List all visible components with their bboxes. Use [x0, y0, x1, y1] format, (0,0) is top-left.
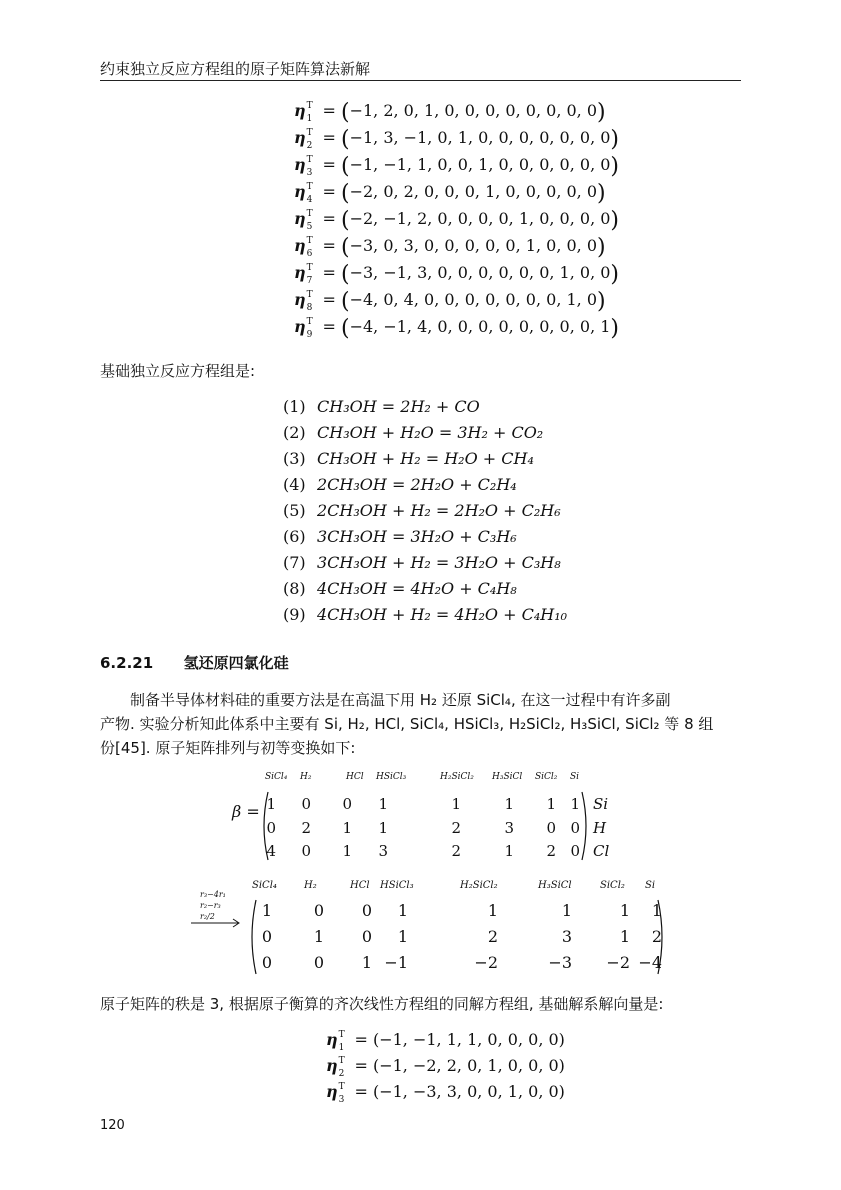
header-rule: [100, 80, 741, 81]
eta-vector: −3, −1, 3, 0, 0, 0, 0, 0, 0, 1, 0, 0: [349, 263, 611, 282]
matrix-column-header: H₂SiCl₂: [460, 880, 498, 891]
transform-arrow-icon: [190, 918, 242, 928]
section-title: 氢还原四氯化硅: [183, 654, 289, 672]
reaction-row: (4) 2CH₃OH = 2H₂O + C₂H₄: [283, 475, 517, 494]
matrix-column-header: HSiCl₃: [376, 772, 407, 782]
section-heading: [100, 652, 289, 673]
reaction-row: (2) CH₃OH + H₂O = 3H₂ + CO₂: [283, 423, 544, 442]
reaction-row: (9) 4CH₃OH + H₂ = 4H₂O + C₄H₁₀: [283, 605, 568, 624]
eta-row: $\eta^T_6 = (-3$, 0, 3, 0, 0, 0, 0, 0, 1, 0, 0, 0): [294, 235, 606, 260]
reaction-row: (5) 2CH₃OH + H₂ = 2H₂O + C₂H₆: [283, 501, 561, 520]
page-number: 120: [100, 1118, 125, 1133]
eta-row: $\eta^T_7 = (-3$, −1, 3, 0, 0, 0, 0, 0, 0, 1, 0, 0): [294, 262, 620, 287]
running-header: 约束独立反应方程组的原子矩阵算法新解: [100, 60, 371, 78]
eta-vector: (−1, −2, 2, 0, 1, 0, 0, 0): [372, 1056, 565, 1075]
eta-vector: −1, −1, 1, 0, 0, 1, 0, 0, 0, 0, 0, 0: [349, 155, 611, 174]
eta-vector: −2, −1, 2, 0, 0, 0, 0, 1, 0, 0, 0, 0: [349, 209, 611, 228]
eta-vector: −3, 0, 3, 0, 0, 0, 0, 0, 1, 0, 0, 0: [349, 236, 598, 255]
eta-row: $\eta^T_1 = (-1$, −1, 1, 1, 0, 0, 0, 0): [326, 1030, 565, 1053]
eta-vector: −1, 2, 0, 1, 0, 0, 0, 0, 0, 0, 0, 0: [349, 101, 598, 120]
matrix-column-header: H₃SiCl: [538, 880, 572, 891]
matrix-column-header: SiCl₂: [535, 772, 558, 782]
matrix-column-header: H₂SiCl₂: [440, 772, 474, 782]
basic-equations-label: 基础独立反应方程组是:: [100, 362, 256, 380]
eta-row: $\eta^T_2 = (-1$, −2, 2, 0, 1, 0, 0, 0): [326, 1056, 565, 1079]
paragraph-line: 产物. 实验分析知此体系中主要有 Si, H₂, HCl, SiCl₄, HSiCl₃, H₂SiCl₂, H₃SiCl, SiCl₂ 等 8 组: [100, 715, 714, 733]
reaction-row: (8) 4CH₃OH = 4H₂O + C₄H₈: [283, 579, 517, 598]
matrix-column-header: H₂: [304, 880, 317, 891]
row-op: r₂−r₃: [200, 901, 221, 910]
matrix-column-header: Si: [570, 772, 580, 782]
reaction-row: (7) 3CH₃OH + H₂ = 3H₂O + C₃H₈: [283, 553, 561, 572]
matrix-column-header: SiCl₂: [600, 880, 625, 891]
matrix-column-header: H₂: [300, 772, 312, 782]
matrix-column-header: SiCl₄: [265, 772, 288, 782]
right-paren: [580, 790, 592, 862]
eta-vector: −1, 3, −1, 0, 1, 0, 0, 0, 0, 0, 0, 0: [349, 128, 611, 147]
paragraph-line: 制备半导体材料硅的重要方法是在高温下用 H₂ 还原 SiCl₄, 在这一过程中有许多副: [130, 691, 671, 709]
reaction-row: (1) CH₃OH = 2H₂ + CO: [283, 397, 480, 416]
eta-vector: −4, −1, 4, 0, 0, 0, 0, 0, 0, 0, 0, 1: [349, 317, 611, 336]
matrix-column-header: HSiCl₃: [380, 880, 414, 891]
matrix-column-header: H₃SiCl: [492, 772, 523, 782]
row-op: r₂/2: [200, 912, 215, 921]
matrix-column-header: Si: [645, 880, 656, 891]
eta-row: $\eta^T_2 = (-1$, 3, −1, 0, 1, 0, 0, 0, 0, 0, 0, 0): [294, 127, 620, 152]
matrix-column-header: SiCl₄: [252, 880, 277, 891]
row-op: r₃−4r₁: [200, 890, 226, 899]
matrix-column-header: HCl: [346, 772, 364, 782]
eta-row: $\eta^T_3 = (-1$, −3, 3, 0, 0, 1, 0, 0): [326, 1082, 565, 1105]
eta-row: $\eta^T_9 = (-4$, −1, 4, 0, 0, 0, 0, 0, 0, 0, 0, 1): [294, 316, 620, 341]
paragraph-line: 份[45]. 原子矩阵排列与初等变换如下:: [100, 739, 356, 757]
eta-row: $\eta^T_3 = (-1$, −1, 1, 0, 0, 1, 0, 0, 0, 0, 0, 0): [294, 154, 620, 179]
eta-row: $\eta^T_8 = (-4$, 0, 4, 0, 0, 0, 0, 0, 0, 0, 1, 0): [294, 289, 606, 314]
eta-vector: −2, 0, 2, 0, 0, 0, 1, 0, 0, 0, 0, 0: [349, 182, 598, 201]
section-number: 6.2.21: [100, 654, 154, 672]
rank-text: 原子矩阵的秩是 3, 根据原子衡算的齐次线性方程组的同解方程组, 基础解系解向量是:: [100, 995, 664, 1013]
eta-row: $\eta^T_5 = (-2$, −1, 2, 0, 0, 0, 0, 1, 0, 0, 0, 0): [294, 208, 620, 233]
eta-vector: (−1, −1, 1, 1, 0, 0, 0, 0): [372, 1030, 565, 1049]
matrix-beta-label: β =: [232, 802, 260, 821]
eta-vector: (−1, −3, 3, 0, 0, 1, 0, 0): [372, 1082, 565, 1101]
reaction-row: (6) 3CH₃OH = 3H₂O + C₃H₆: [283, 527, 517, 546]
eta-row: $\eta^T_4 = (-2$, 0, 2, 0, 0, 0, 1, 0, 0, 0, 0, 0): [294, 181, 606, 206]
reaction-row: (3) CH₃OH + H₂ = H₂O + CH₄: [283, 449, 534, 468]
eta-vector: −4, 0, 4, 0, 0, 0, 0, 0, 0, 0, 1, 0: [349, 290, 598, 309]
eta-row: $\eta^T_1 = (-1$, 2, 0, 1, 0, 0, 0, 0, 0, 0, 0, 0): [294, 100, 606, 125]
matrix-column-header: HCl: [350, 880, 370, 891]
